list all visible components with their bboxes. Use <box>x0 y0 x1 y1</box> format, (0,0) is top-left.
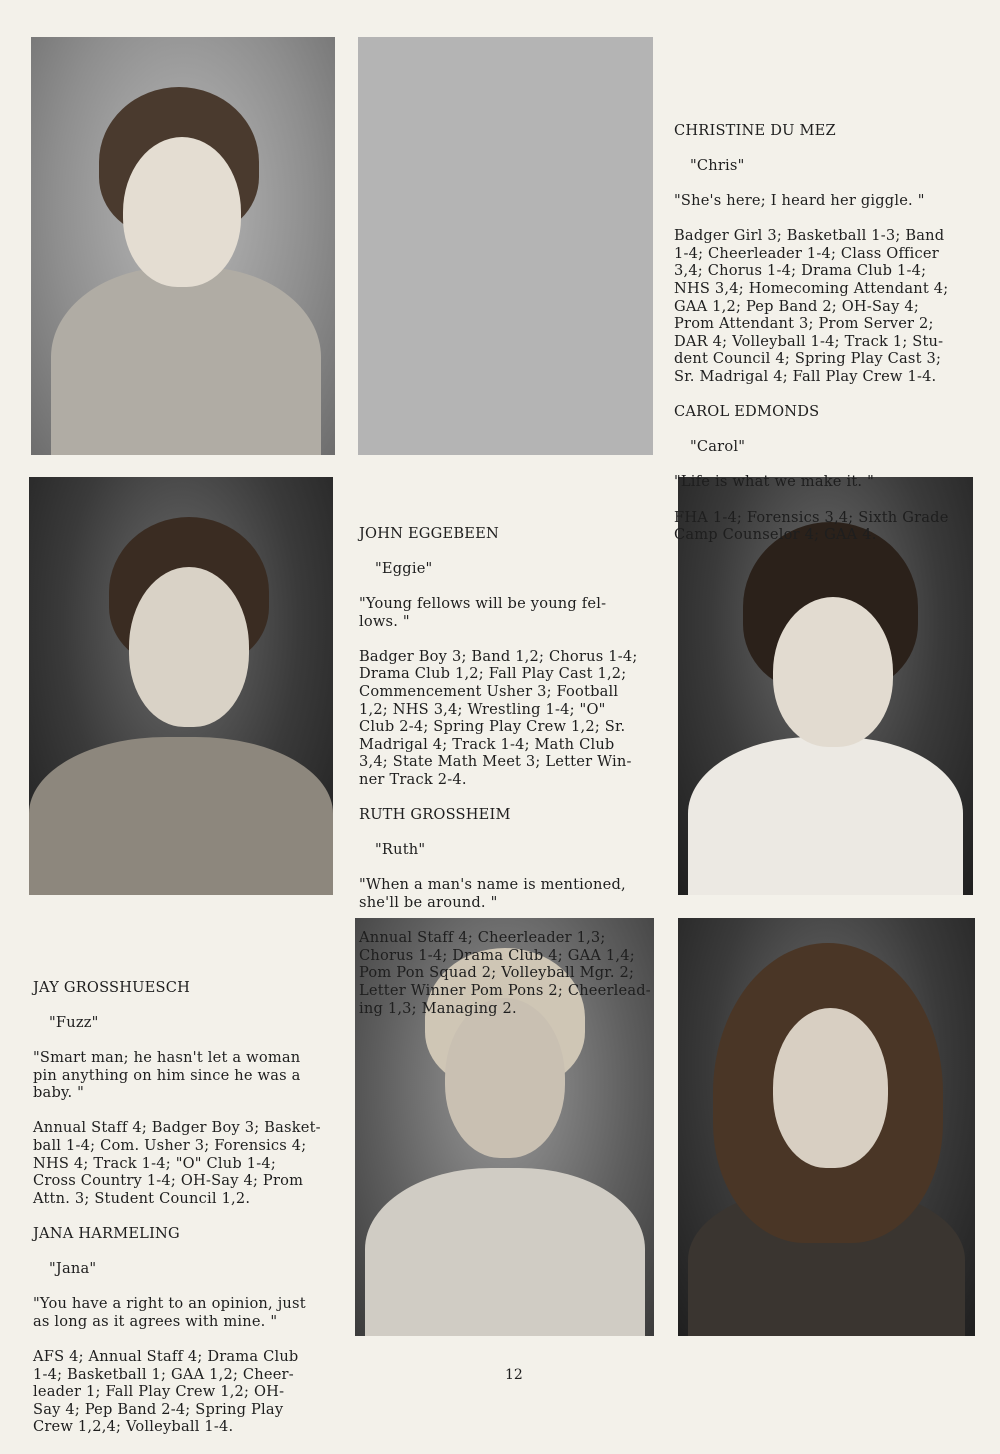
portrait-face <box>129 567 249 727</box>
student-name: RUTH GROSSHEIM <box>359 806 511 824</box>
portrait-body <box>365 1168 645 1336</box>
portrait-face <box>123 137 241 287</box>
student-quote: "When a man's name is mentioned, she'll be around. " <box>359 876 626 912</box>
bio-block-bottom-left <box>33 961 338 1454</box>
student-activities: Annual Staff 4; Cheerleader 1,3; Chorus 1-4; Drama Club 4; GAA 1,4; Pom Pon Squad 2; Volleyball Mgr. 2; Letter Winner Pom Pons 2; Cheerlead- ing 1,3; Managing 2. <box>359 929 651 1017</box>
student-activities: FHA 1-4; Forensics 3,4; Sixth Grade Camp Counselor 4; GAA 4. <box>674 508 949 544</box>
student-activities: Badger Girl 3; Basketball 1-3; Band 1-4; Cheerleader 1-4; Class Officer 3,4; Chorus 1-4; Drama Club 1-4; NHS 3,4; Homecoming Attendant 4; GAA 1,2; Pep Band 2; OH-Say 4; Prom Attendant 3; Prom Server 2; DAR 4; Volleyball 1-4; Track 1; Stu- dent Council 4; Spring Play Cast 3; Sr. Madrigal 4; Fall Play Crew 1-4. <box>674 227 949 385</box>
student-name: CHRISTINE DU MEZ <box>674 121 836 139</box>
student-quote: "Life is what we make it. " <box>674 473 874 491</box>
portrait-face <box>773 597 893 747</box>
student-nickname: "Chris" <box>690 156 745 174</box>
student-quote: "You have a right to an opinion, just as long as it agrees with mine. " <box>33 1295 306 1330</box>
student-activities: Annual Staff 4; Badger Boy 3; Basket- ball 1-4; Com. Usher 3; Forensics 4; NHS 4; Track 1-4; "O" Club 1-4; Cross Country 1-4; OH-Say 4; Prom Attn. 3; Student Council 1,2. <box>33 1119 321 1207</box>
student-name: JAY GROSSHUESCH <box>33 978 190 996</box>
student-nickname: "Eggie" <box>375 559 433 577</box>
student-quote: "Smart man; he hasn't let a woman pin anything on him since he was a baby. " <box>33 1048 301 1102</box>
portrait-body <box>51 267 321 455</box>
student-name: JANA HARMELING <box>33 1224 180 1242</box>
bio-block-top-right <box>674 104 974 561</box>
portrait-body <box>688 737 963 895</box>
student-nickname: "Jana" <box>49 1260 97 1278</box>
page-number: 12 <box>505 1367 523 1383</box>
portrait-john-eggebeen <box>29 477 333 895</box>
missing-portrait-placeholder <box>358 37 653 455</box>
portrait-face <box>773 1008 888 1168</box>
student-name: CAROL EDMONDS <box>674 403 820 421</box>
student-quote: "She's here; I heard her giggle. " <box>674 191 925 209</box>
student-nickname: "Fuzz" <box>49 1013 99 1031</box>
student-quote: "Young fellows will be young fel- lows. " <box>359 594 607 630</box>
student-activities: AFS 4; Annual Staff 4; Drama Club 1-4; Basketball 1; GAA 1,2; Cheer- leader 1; Fall Play Crew 1,2; OH- Say 4; Pep Band 2-4; Spring Play Crew 1,2,4; Volleyball 1-4. <box>33 1348 299 1436</box>
bio-block-middle <box>359 507 669 1035</box>
portrait-christine-du-mez <box>31 37 335 455</box>
student-nickname: "Carol" <box>690 438 746 456</box>
student-activities: Badger Boy 3; Band 1,2; Chorus 1-4; Drama Club 1,2; Fall Play Cast 1,2; Commencement Usher 3; Football 1,2; NHS 3,4; Wrestling 1-4; "O" Club 2-4; Spring Play Crew 1,2; Sr. Madrigal 4; Track 1-4; Math Club 3,4; State Math Meet 3; Letter Win- ner Track 2-4. <box>359 647 638 788</box>
student-nickname: "Ruth" <box>375 841 426 859</box>
portrait-jana-harmeling <box>678 918 975 1336</box>
portrait-body <box>29 737 333 895</box>
student-name: JOHN EGGEBEEN <box>359 524 499 542</box>
